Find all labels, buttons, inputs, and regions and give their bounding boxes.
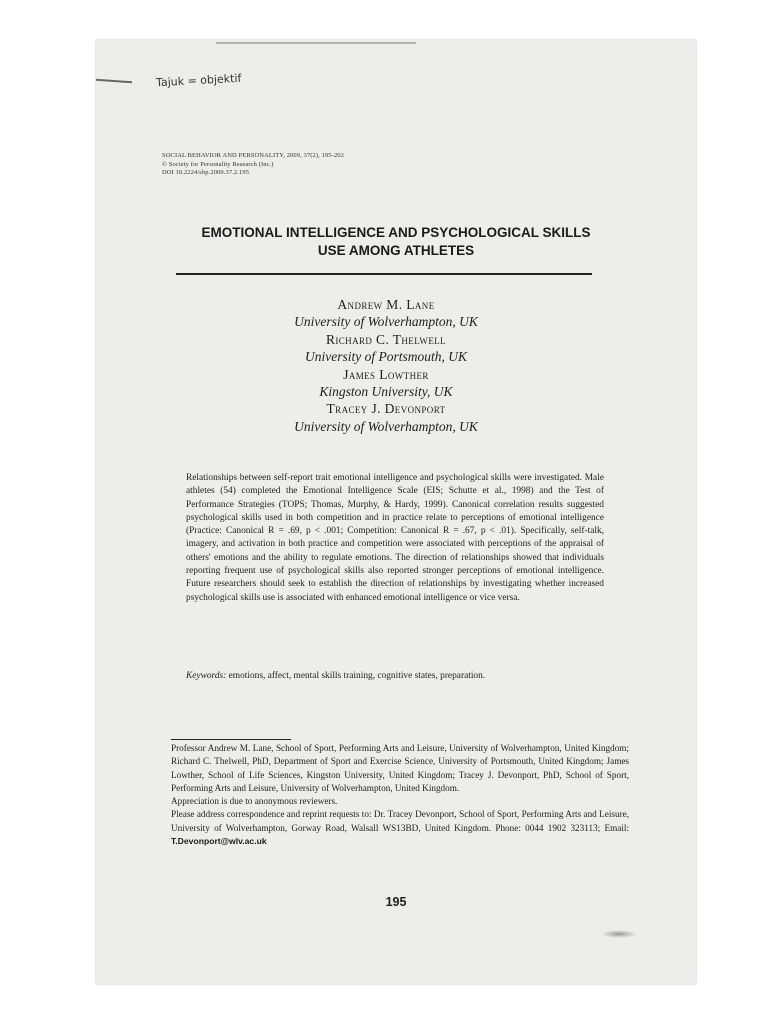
page-number: 195 xyxy=(385,895,407,909)
keywords xyxy=(186,670,604,683)
scan-smudge xyxy=(601,930,637,938)
keywords-label: Keywords: xyxy=(186,671,227,681)
article-title xyxy=(146,224,646,260)
author-affiliation: University of Wolverhampton, UK xyxy=(294,314,478,330)
abstract: Relationships between self-report trait emotional intelligence and psychological skills were investigated. Male athletes (54) completed the Emotional Intelligence Scale (EIS; Schutte et al., 1998) and the Test of Performance Strategies (TOPS; Thomas, Murphy, & Hardy, 1999). Canonical correlation results suggested psychological skills used in both competition and in practice relate to perceptions of emotional intelligence (Practice: Canonical R = .69, p < .001; Competition: Canonical R = .67, p < .01). Specifically, self-talk, imagery, and activation in both practice and competition were associated with perceptions of the appraisal of others' emotions and the ability to regulate emotions. The direction of relationships showed that individuals reporting frequent use of psychological skills also reported stronger perceptions of emotional intelligence. Future researchers should seek to establish the direction of relationships by investigating whether increased psychological skills use is associated with enhanced emotional intelligence or vice versa. xyxy=(186,473,604,603)
author-affiliation: Kingston University, UK xyxy=(319,384,453,400)
pen-mark xyxy=(96,79,132,84)
paper-page xyxy=(96,40,696,984)
article-title-line-2: USE AMONG ATHLETES xyxy=(317,243,475,258)
author-name: Andrew M. Lane xyxy=(337,297,435,312)
footnote-correspondence xyxy=(171,808,629,848)
title-rule xyxy=(176,273,592,275)
journal-copyright: © Society for Personality Research (Inc.) xyxy=(162,160,274,168)
author-affiliation: University of Portsmouth, UK xyxy=(305,349,467,365)
handwritten-note: Tajuk = objektif xyxy=(155,71,242,90)
footnote xyxy=(171,742,629,848)
author-list xyxy=(146,296,626,435)
keywords-text: emotions, affect, mental skills training, cognitive states, preparation. xyxy=(228,671,486,681)
journal-citation: SOCIAL BEHAVIOR AND PERSONALITY, 2009, 37(2), 195-202 xyxy=(162,152,344,159)
author-affiliation: University of Wolverhampton, UK xyxy=(294,418,478,434)
correspondence-text: Please address correspondence and reprint requests to: Dr. Tracey Devonport, School of Sport, Performing Arts and Leisure, University of Wolverhampton, Gorway Road, Walsall WS13BD, United Kingdom. Phone: 0044 1902 323113; Email: xyxy=(171,809,629,833)
author-name: Tracey J. Devonport xyxy=(326,401,446,417)
article-title-line-1: EMOTIONAL INTELLIGENCE AND PSYCHOLOGICAL SKILLS xyxy=(201,225,591,240)
author-name: James Lowther xyxy=(343,366,429,382)
footnote-rule xyxy=(171,739,291,740)
author-name: Richard C. Thelwell xyxy=(325,331,447,347)
footnote-affiliations: Professor Andrew M. Lane, School of Sport, Performing Arts and Leisure, University of Wolverhampton, United Kingdom; Richard C. Thelwell, PhD, Department of Sport and Exercise Science, University of Portsmouth, United Kingdom; James Lowther, School of Life Sciences, Kingston University, United Kingdom; Tracey J. Devonport, PhD, School of Sport, Performing Arts and Leisure, University of Wolverhampton, United Kingdom. xyxy=(171,743,629,793)
footnote-acknowledgement: Appreciation is due to anonymous reviewers. xyxy=(171,796,338,807)
journal-header xyxy=(162,152,344,178)
correspondence-email[interactable]: T.Devonport@wlv.ac.uk xyxy=(171,836,267,847)
journal-doi: DOI 10.2224/sbp.2009.37.2.195 xyxy=(162,169,250,176)
